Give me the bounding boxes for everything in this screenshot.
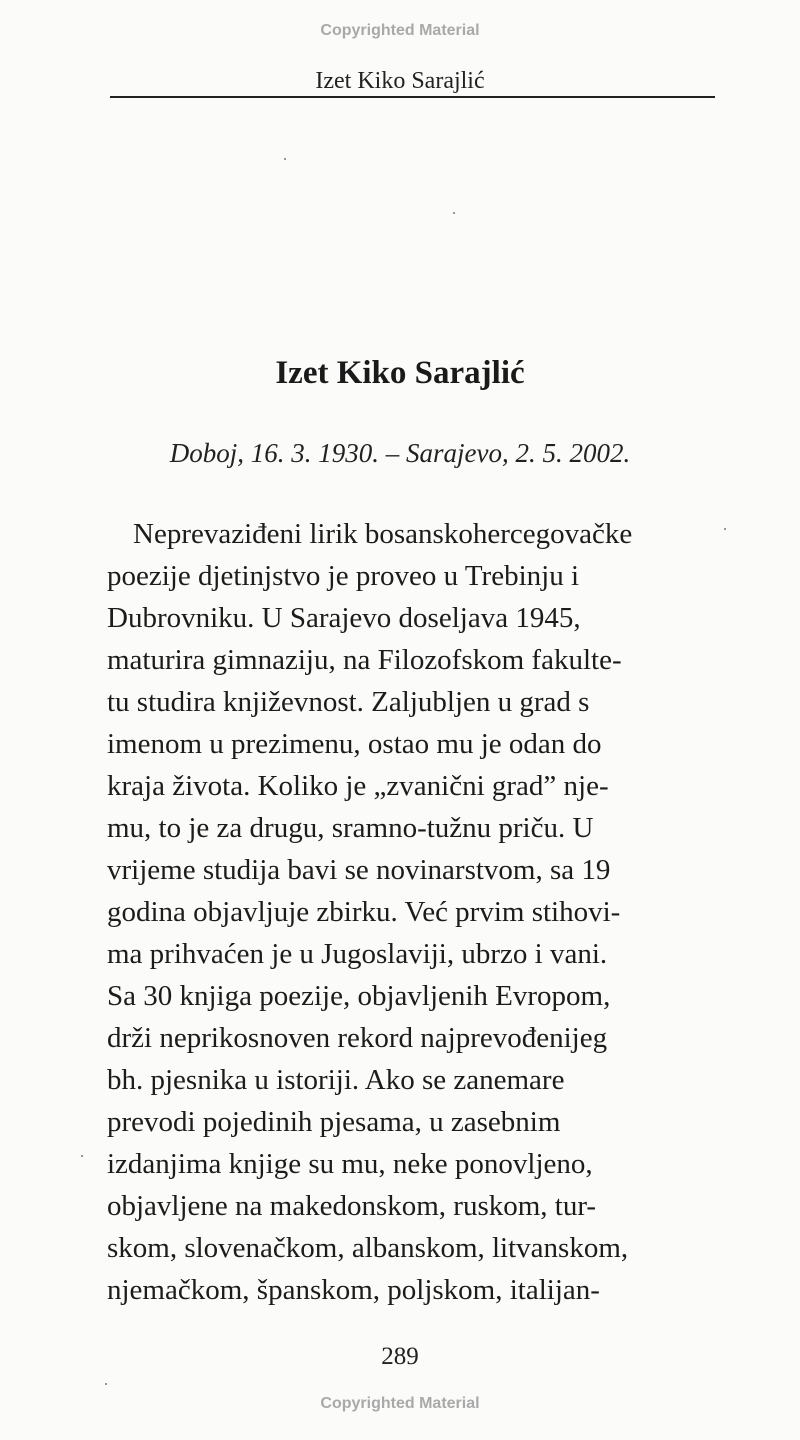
scan-speck: [724, 528, 726, 530]
body-line: imenom u prezimenu, ostao mu je odan do: [107, 728, 602, 760]
scan-speck: [453, 212, 455, 214]
scan-speck: [284, 158, 286, 160]
body-line: drži neprikosnoven rekord najprevođenijeg: [107, 1022, 608, 1054]
body-line: Sa 30 knjiga poezije, objavljenih Evropom,: [107, 980, 611, 1012]
body-line: vrijeme studija bavi se novinarstvom, sa 19: [107, 854, 611, 886]
scan-speck: [105, 1383, 107, 1385]
copyright-watermark-bottom: Copyrighted Material: [320, 1395, 480, 1412]
body-line: skom, slovenačkom, albanskom, litvanskom,: [107, 1232, 629, 1264]
copyright-watermark-top: Copyrighted Material: [320, 22, 480, 39]
page-number: 289: [381, 1343, 419, 1370]
article-title: Izet Kiko Sarajlić: [275, 355, 525, 391]
running-header-title: Izet Kiko Sarajlić: [315, 68, 485, 94]
body-line: ma prihvaćen je u Jugoslaviji, ubrzo i vani.: [107, 938, 608, 970]
body-line: mu, to je za drugu, sramno-tužnu priču. U: [107, 812, 594, 844]
body-line: izdanjima knjige su mu, neke ponovljeno,: [107, 1148, 593, 1180]
body-line: maturira gimnaziju, na Filozofskom fakulte-: [107, 644, 622, 676]
body-line: poezije djetinjstvo je proveo u Trebinju i: [107, 560, 580, 592]
body-line: njemačkom, španskom, poljskom, italijan-: [107, 1274, 600, 1306]
body-line: prevodi pojedinih pjesama, u zasebnim: [107, 1106, 561, 1138]
body-line: bh. pjesnika u istoriji. Ako se zanemare: [107, 1064, 565, 1096]
article-dates: Doboj, 16. 3. 1930. – Sarajevo, 2. 5. 2002.: [169, 438, 631, 468]
body-line: godina objavljuje zbirku. Već prvim stihovi-: [107, 896, 621, 928]
header-rule: [110, 96, 715, 98]
body-line: Neprevaziđeni lirik bosanskohercegovačke: [133, 518, 633, 550]
body-line: objavljene na makedonskom, ruskom, tur-: [107, 1190, 597, 1222]
body-line: kraja života. Koliko je „zvanični grad” nje-: [107, 770, 609, 802]
body-line: tu studira književnost. Zaljubljen u grad s: [107, 686, 590, 718]
scan-speck: [81, 1155, 83, 1157]
body-line: Dubrovniku. U Sarajevo doseljava 1945,: [107, 602, 581, 634]
